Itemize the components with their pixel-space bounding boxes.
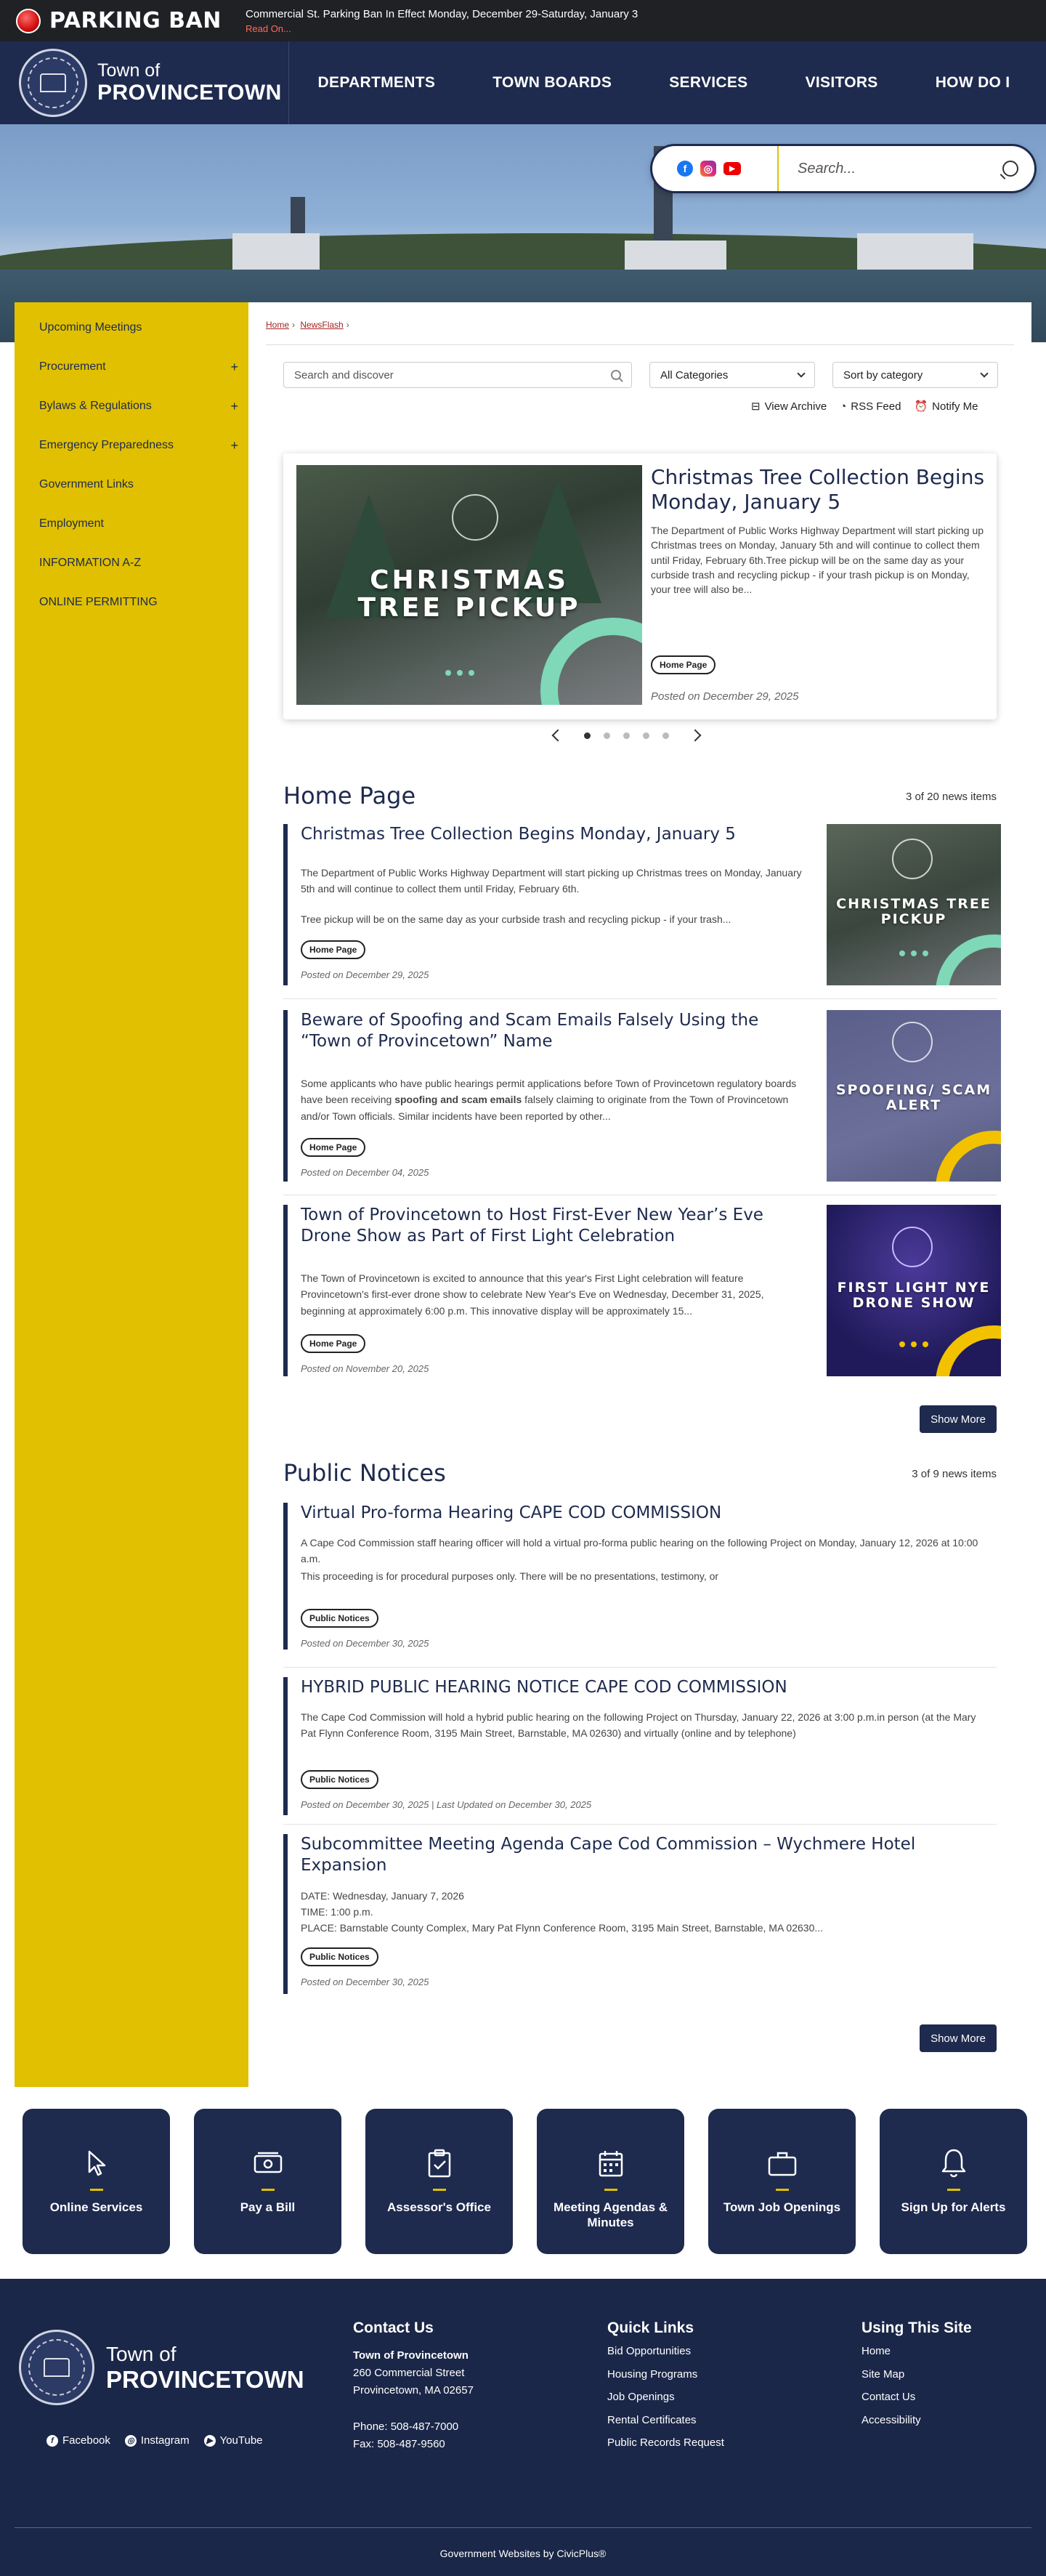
posted-date: Posted on December 30, 2025: [301, 1638, 429, 1649]
category-tag[interactable]: Home Page: [301, 1138, 365, 1157]
news-description: The Department of Public Works Highway Department will start picking up Christmas trees on Monday, January 5th and will continue to collect them until Friday, February 6th.: [301, 867, 802, 895]
sidebar-item-online-permitting[interactable]: [15, 583, 248, 622]
footer-heading: Quick Links: [607, 2319, 694, 2336]
notice-item: [283, 1503, 997, 1650]
news-description: Tree pickup will be on the same day as your curbside trash and recycling pickup - if your trash...: [301, 913, 731, 925]
breadcrumb: [266, 320, 352, 330]
category-tag[interactable]: Home Page: [301, 1334, 365, 1353]
social-search-bar: [652, 146, 1034, 191]
show-more-button[interactable]: Show More: [920, 2024, 997, 2052]
footer-instagram-link[interactable]: [125, 2434, 190, 2447]
nav-departments[interactable]: DEPARTMENTS: [317, 74, 436, 91]
sidebar-item-employment[interactable]: [15, 504, 248, 544]
tile-meeting-agendas[interactable]: [537, 2109, 684, 2254]
sidebar-item-label: Emergency Preparedness: [39, 439, 174, 451]
featured-image-caption: CHRISTMAS TREE PICKUP: [357, 565, 581, 623]
tile-online-services[interactable]: [23, 2109, 170, 2254]
facebook-icon: f: [46, 2435, 58, 2447]
footer-using-site: [861, 2319, 972, 2431]
calendar-icon: [594, 2147, 628, 2180]
tile-label: Meeting Agendas & Minutes: [553, 2200, 668, 2230]
sidebar-item-label: INFORMATION A-Z: [39, 557, 142, 569]
featured-description: The Department of Public Works Highway Department will start picking up Christmas trees on Monday, January 5th and will continue to collect them until Friday, February 6th.Tree pickup will be on the same day as your curbside trash and recycling pickup - if your trash pickup is on Monday, your tree will also be...: [651, 525, 984, 596]
logo-town: Town of: [97, 60, 161, 81]
featured-image: [296, 465, 642, 705]
sort-select-value: Sort by category: [843, 368, 923, 381]
search-icon[interactable]: [611, 370, 621, 380]
youtube-icon: ▶: [204, 2435, 216, 2447]
sidebar-item-bylaws[interactable]: [15, 387, 248, 426]
money-icon: [251, 2147, 285, 2180]
posted-date: Posted on December 04, 2025: [301, 1167, 429, 1178]
sidebar-item-label: Bylaws & Regulations: [39, 400, 152, 412]
tile-label: Sign Up for Alerts: [901, 2200, 1006, 2214]
section-title-public-notices: Public Notices: [283, 1459, 446, 1487]
plus-icon[interactable]: +: [230, 359, 238, 374]
rss-feed-link[interactable]: [840, 400, 901, 413]
footer-link-contact-us[interactable]: Contact Us: [861, 2391, 916, 2403]
contact-address: Provincetown, MA 02657: [353, 2384, 474, 2397]
site-footer: [0, 2279, 1046, 2576]
sidebar-item-upcoming-meetings[interactable]: [15, 308, 248, 347]
sidebar-item-label: Upcoming Meetings: [39, 321, 142, 334]
facebook-icon[interactable]: f: [677, 161, 693, 177]
news-description-bold: spoofing and scam emails: [394, 1094, 522, 1106]
carousel-dot[interactable]: [604, 732, 610, 739]
notice-description: A Cape Cod Commission staff hearing officer will hold a virtual pro-forma public hearing on the following Project on Monday, January 12, 2026 at 10:00 a.m.: [301, 1537, 978, 1565]
category-tag[interactable]: Home Page: [301, 940, 365, 959]
cursor-icon: [80, 2147, 113, 2180]
instagram-icon: ◎: [125, 2435, 137, 2447]
footer-youtube-link[interactable]: [204, 2434, 263, 2447]
alert-title: PARKING BAN: [49, 8, 222, 33]
carousel-controls: [554, 731, 700, 740]
chevron-right-icon[interactable]: [689, 730, 702, 742]
section-title-home-page: Home Page: [283, 782, 416, 809]
notice-description: TIME: 1:00 p.m.: [301, 1906, 373, 1918]
clipboard-icon: [423, 2147, 456, 2180]
search-icon[interactable]: [1002, 161, 1018, 177]
tile-label: Town Job Openings: [723, 2200, 841, 2214]
footer-social: [46, 2434, 263, 2447]
alert-message: [235, 8, 638, 34]
site-logo[interactable]: [0, 41, 289, 124]
news-description-part: falsely claiming to originate from the Town of Provincetown and/or Town officials. Similar incidents have been reported by other...: [301, 1094, 789, 1122]
category-tag[interactable]: Public Notices: [301, 1770, 378, 1789]
sidebar-item-government-links[interactable]: [15, 465, 248, 504]
notice-description: PLACE: Barnstable County Complex, Mary Pat Flynn Conference Room, 3195 Main Street, Barnstable, MA 02630...: [301, 1922, 824, 1934]
breadcrumb-separator: ›: [292, 320, 296, 330]
archive-icon: ⊟: [751, 400, 761, 413]
footer-logo[interactable]: [19, 2330, 304, 2405]
breadcrumb-home[interactable]: Home: [266, 320, 290, 330]
plus-icon[interactable]: +: [230, 437, 238, 453]
news-image[interactable]: [827, 1010, 1001, 1182]
town-seal-icon: [19, 2330, 94, 2405]
news-image[interactable]: [827, 1205, 1001, 1376]
news-description-part: Some applicants who have public hearings permit applications before Town of Provincetown regulatory boards have been receiving: [301, 1078, 797, 1106]
footer-credit[interactable]: Government Websites by CivicPlus®: [439, 2548, 607, 2559]
news-description: The Town of Provincetown is excited to announce that this year's First Light celebration will feature Provincetown's first-ever drone show to celebrate New Year's Eve on Wednesday, December 31, 2025, beginning at approximately 6:00 p.m. This innovative display will be approximately 15...: [301, 1272, 764, 1317]
alert-read-on-link[interactable]: Read On...: [246, 23, 291, 34]
category-tag[interactable]: Public Notices: [301, 1947, 378, 1966]
sidebar-item-information-az[interactable]: [15, 544, 248, 583]
news-title[interactable]: Beware of Spoofing and Scam Emails Falsely Using the “Town of Provincetown” Name: [301, 1011, 759, 1051]
rss-icon: ◔: [840, 400, 847, 413]
notice-description: DATE: Wednesday, January 7, 2026: [301, 1890, 464, 1902]
chevron-down-icon: [980, 369, 988, 377]
footer-logo-town: Town of: [106, 2342, 177, 2365]
town-seal-icon: [19, 49, 87, 117]
footer-link-rental-certificates[interactable]: Rental Certificates: [607, 2413, 697, 2426]
news-search-placeholder: Search and discover: [294, 368, 394, 381]
category-select-value: All Categories: [660, 368, 729, 381]
footer-link-home[interactable]: Home: [861, 2345, 891, 2357]
contact-fax: Fax: 508-487-9560: [353, 2438, 445, 2450]
sidebar-item-label: Procurement: [39, 360, 106, 373]
contact-address: 260 Commercial Street: [353, 2367, 465, 2379]
posted-date: Posted on November 20, 2025: [301, 1363, 429, 1374]
alert-badge[interactable]: [0, 0, 235, 41]
view-archive-label: View Archive: [764, 400, 827, 413]
sidebar-item-procurement[interactable]: [15, 347, 248, 387]
instagram-icon[interactable]: ◎: [700, 161, 716, 177]
alert-light-icon: [16, 9, 41, 33]
tile-pay-a-bill[interactable]: [194, 2109, 341, 2254]
main-nav: [289, 74, 1046, 92]
plus-icon[interactable]: +: [230, 398, 238, 413]
featured-news-card[interactable]: [283, 453, 997, 719]
nav-services[interactable]: SERVICES: [669, 74, 748, 91]
category-tag[interactable]: Public Notices: [301, 1609, 378, 1628]
youtube-icon[interactable]: ▶: [723, 162, 741, 175]
sidebar-item-label: ONLINE PERMITTING: [39, 596, 158, 608]
sidebar: [15, 302, 248, 2087]
tile-sign-up-alerts[interactable]: [880, 2109, 1027, 2254]
footer-heading: Contact Us: [353, 2319, 434, 2336]
view-archive-link[interactable]: [751, 400, 827, 413]
hero-building: [625, 241, 726, 273]
site-header: [0, 41, 1046, 124]
carousel-dot[interactable]: [643, 732, 649, 739]
breadcrumb-separator: ›: [346, 320, 349, 330]
tile-town-job-openings[interactable]: [708, 2109, 856, 2254]
footer-link-site-map[interactable]: Site Map: [861, 2367, 905, 2381]
news-count: 3 of 9 news items: [912, 1468, 997, 1480]
divider: [283, 1667, 997, 1668]
alert-bar: [0, 0, 1046, 41]
news-search-input[interactable]: [283, 362, 632, 388]
footer-facebook-link[interactable]: [46, 2434, 110, 2447]
hero-building: [857, 233, 973, 270]
footer-logo-name: PROVINCETOWN: [106, 2365, 304, 2393]
footer-social-label: YouTube: [219, 2434, 263, 2447]
news-item: [283, 1010, 997, 1182]
logo-name: PROVINCETOWN: [97, 81, 282, 105]
nav-visitors[interactable]: VISITORS: [805, 74, 878, 91]
news-image-caption: SPOOFING/ SCAM ALERT: [835, 1082, 992, 1113]
main-content: [248, 302, 1031, 2087]
notice-item: [283, 1677, 997, 1815]
news-title[interactable]: Town of Provincetown to Host First-Ever New Year’s Eve Drone Show as Part of First Light Celebration: [301, 1206, 763, 1245]
hero-building: [232, 233, 320, 270]
sidebar-item-label: Employment: [39, 517, 104, 530]
news-image[interactable]: [827, 824, 1001, 985]
notice-title[interactable]: Subcommittee Meeting Agenda Cape Cod Commission – Wychmere Hotel Expansion: [301, 1835, 916, 1875]
contact-phone[interactable]: Phone: 508-487-7000: [353, 2420, 459, 2433]
town-seal-icon: [452, 494, 498, 541]
footer-social-label: Facebook: [62, 2434, 110, 2447]
news-image-caption: FIRST LIGHT NYE DRONE SHOW: [837, 1280, 991, 1311]
footer-link-housing-programs[interactable]: Housing Programs: [607, 2367, 698, 2381]
footer-link-accessibility[interactable]: Accessibility: [861, 2413, 921, 2426]
footer-social-label: Instagram: [140, 2434, 190, 2447]
divider: [266, 344, 1014, 345]
divider: [283, 998, 997, 999]
tile-label: Pay a Bill: [240, 2200, 296, 2214]
sort-select[interactable]: [832, 362, 998, 388]
footer-contact: [353, 2319, 474, 2453]
notify-me-link[interactable]: [914, 400, 978, 413]
notice-title[interactable]: HYBRID PUBLIC HEARING NOTICE CAPE COD COMMISSION: [301, 1678, 787, 1697]
carousel-dot[interactable]: [584, 732, 591, 739]
chevron-left-icon[interactable]: [552, 730, 564, 742]
divider: [15, 2527, 1031, 2528]
posted-date: Posted on December 29, 2025: [301, 969, 429, 980]
footer-link-job-openings[interactable]: Job Openings: [607, 2391, 675, 2403]
posted-date: Posted on December 29, 2025: [651, 690, 799, 703]
posted-date: Posted on December 30, 2025 | Last Updated on December 30, 2025: [301, 1799, 592, 1810]
news-item: [283, 1205, 997, 1376]
notify-me-label: Notify Me: [932, 400, 978, 413]
contact-org: Town of Provincetown: [353, 2349, 469, 2362]
tile-assessors-office[interactable]: [365, 2109, 513, 2254]
nav-town-boards[interactable]: TOWN BOARDS: [492, 74, 612, 91]
divider: [283, 1824, 997, 1825]
alert-message-text: Commercial St. Parking Ban In Effect Monday, December 29-Saturday, January 3: [246, 7, 638, 20]
quick-links-tiles: [23, 2109, 1027, 2254]
breadcrumb-newsflash[interactable]: NewsFlash: [300, 320, 344, 330]
category-tag[interactable]: Home Page: [651, 655, 715, 674]
news-item: [283, 824, 997, 985]
site-search-input[interactable]: Search...: [798, 160, 856, 177]
notice-title[interactable]: Virtual Pro-forma Hearing CAPE COD COMMISSION: [301, 1503, 722, 1522]
chevron-down-icon: [797, 369, 805, 377]
sidebar-item-emergency[interactable]: [15, 426, 248, 465]
news-image-caption: CHRISTMAS TREE PICKUP: [836, 896, 992, 927]
footer-link-public-records[interactable]: Public Records Request: [607, 2436, 724, 2449]
news-description: [301, 1075, 802, 1124]
news-actions: [751, 400, 978, 413]
rss-feed-label: RSS Feed: [851, 400, 901, 413]
briefcase-icon: [766, 2147, 799, 2180]
sidebar-item-label: Government Links: [39, 478, 134, 490]
notice-description: This proceeding is for procedural purposes only. There will be no presentations, testimony, or: [301, 1570, 719, 1582]
tile-label: Assessor's Office: [387, 2200, 491, 2214]
footer-quick-links: [607, 2319, 724, 2455]
news-count: 3 of 20 news items: [905, 791, 997, 803]
featured-title[interactable]: Christmas Tree Collection Begins Monday, January 5: [651, 465, 985, 514]
posted-date: Posted on December 30, 2025: [301, 1977, 429, 1987]
carousel-dot[interactable]: [623, 732, 630, 739]
footer-link-bid-opportunities[interactable]: Bid Opportunities: [607, 2345, 692, 2357]
carousel-dot[interactable]: [662, 732, 669, 739]
news-filters: [283, 362, 998, 388]
nav-how-do-i[interactable]: HOW DO I: [935, 74, 1010, 91]
alarm-icon: ⏰: [914, 400, 928, 413]
tile-label: Online Services: [49, 2200, 143, 2214]
notice-description: The Cape Cod Commission will hold a hybrid public hearing on the following Project on Thursday, January 22, 2026 at 3:00 p.m.in person (at the Mary Pat Flynn Conference Room, 3195 Main Street, Barnstable, MA 02630) and virtually (online and by telephone): [301, 1711, 976, 1740]
news-title[interactable]: Christmas Tree Collection Begins Monday, January 5: [301, 825, 736, 844]
notice-item: [283, 1834, 997, 1994]
show-more-button[interactable]: Show More: [920, 1405, 997, 1433]
bell-icon: [937, 2147, 970, 2180]
footer-heading: Using This Site: [861, 2319, 972, 2336]
category-select[interactable]: [649, 362, 815, 388]
